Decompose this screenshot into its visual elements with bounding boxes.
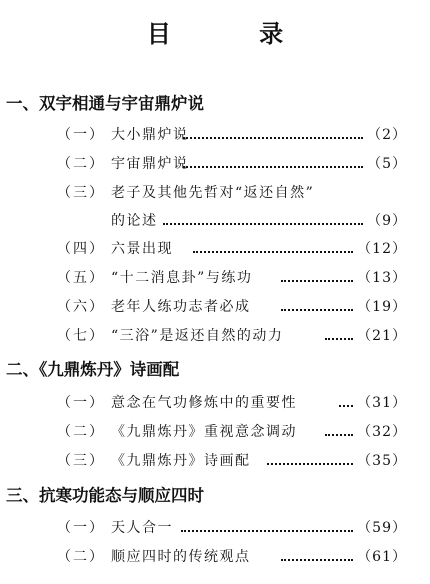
entry-title: 顺应四时的传统观点 — [111, 549, 251, 565]
entry-number: （二） — [57, 549, 105, 565]
toc-entry[interactable] — [57, 546, 407, 568]
entry-number: （一） — [57, 520, 105, 536]
entry-page-number: （5） — [367, 156, 407, 172]
entry-page-number: （61） — [357, 549, 407, 565]
entry-number: （五） — [57, 270, 105, 286]
entry-page-number: （12） — [357, 241, 407, 257]
entry-leader — [281, 296, 407, 316]
page-title: 目 录 — [146, 20, 324, 48]
entry-page-number: （59） — [357, 520, 407, 536]
entry-title: “十二消息卦”与练功 — [111, 270, 253, 286]
toc-entry[interactable] — [57, 238, 407, 260]
toc-entry[interactable] — [57, 325, 407, 347]
entry-leader — [183, 153, 407, 173]
toc-entry[interactable] — [57, 517, 407, 539]
entry-title: 老年人练功志者必成 — [111, 299, 251, 315]
toc-entry[interactable] — [57, 392, 407, 414]
section-heading-2: 二、《九鼎炼丹》诗画配 — [6, 360, 180, 379]
entry-leader — [267, 450, 407, 470]
entry-title: 大小鼎炉说 — [111, 127, 189, 143]
entry-title: 宇宙鼎炉说 — [111, 156, 189, 172]
entry-number: （一） — [57, 395, 105, 411]
entry-page-number: （32） — [357, 424, 407, 440]
entry-title: 《九鼎炼丹》重视意念调动 — [111, 424, 297, 440]
entry-leader — [193, 238, 407, 258]
entry-number: （二） — [57, 424, 105, 440]
section-heading-1: 一、双宇相通与宇宙鼎炉说 — [6, 94, 204, 113]
entry-number: （四） — [57, 241, 105, 257]
toc-entry[interactable] — [57, 421, 407, 443]
entry-leader — [325, 325, 407, 345]
entry-leader — [281, 267, 407, 287]
entry-page-number: （35） — [357, 453, 407, 469]
entry-title-continued: 的论述 — [111, 213, 158, 229]
entry-leader — [325, 421, 407, 441]
entry-title: 《九鼎炼丹》诗画配 — [111, 453, 251, 469]
entry-leader — [183, 124, 407, 144]
entry-number: （三） — [57, 185, 105, 201]
entry-number: （三） — [57, 453, 105, 469]
entry-title: 意念在气功修炼中的重要性 — [111, 395, 297, 411]
section-heading-3: 三、抗寒功能态与顺应四时 — [6, 486, 204, 505]
entry-page-number: （21） — [357, 328, 407, 344]
entry-leader — [181, 517, 407, 537]
entry-page-number: （19） — [357, 299, 407, 315]
entry-leader — [281, 546, 407, 566]
entry-leader — [163, 210, 407, 230]
entry-title: 老子及其他先哲对“返还自然” — [111, 185, 315, 201]
entry-number: （一） — [57, 127, 105, 143]
entry-number: （二） — [57, 156, 105, 172]
toc-entry[interactable] — [57, 124, 407, 146]
entry-leader — [339, 392, 407, 412]
entry-page-number: （13） — [357, 270, 407, 286]
toc-entry[interactable] — [57, 296, 407, 318]
entry-number: （六） — [57, 299, 105, 315]
toc-entry[interactable] — [57, 182, 407, 234]
entry-page-number: （9） — [367, 213, 407, 229]
entry-page-number: （2） — [367, 127, 407, 143]
toc-entry[interactable] — [57, 450, 407, 472]
entry-page-number: （31） — [357, 395, 407, 411]
toc-entry[interactable] — [57, 267, 407, 289]
toc-entry[interactable] — [57, 153, 407, 175]
entry-title: “三浴”是返还自然的动力 — [111, 328, 284, 344]
entry-number: （七） — [57, 328, 105, 344]
entry-title: 天人合一 — [111, 520, 173, 536]
entry-title: 六景出现 — [111, 241, 173, 257]
